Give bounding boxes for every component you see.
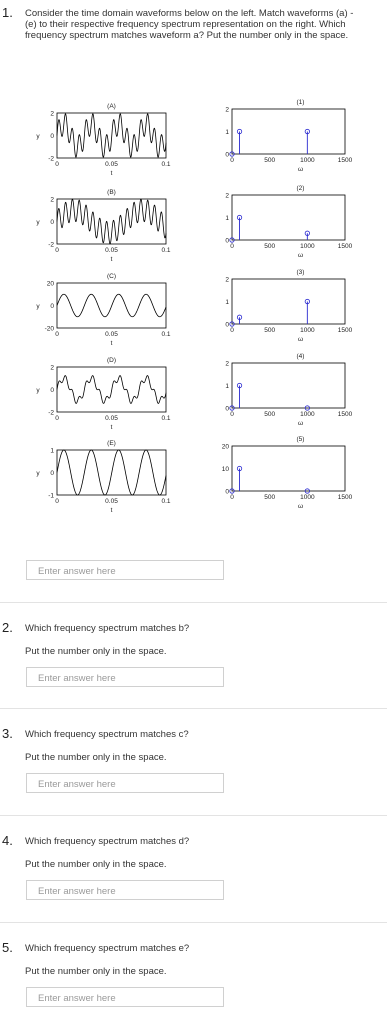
x-axis-label: ω: [297, 166, 304, 173]
x-tick-label: 0: [230, 411, 234, 418]
y-tick-label: -20: [44, 325, 54, 333]
x-tick-label: 1500: [337, 327, 353, 334]
x-tick-label: 0.1: [161, 161, 171, 168]
plot-frame: [232, 195, 345, 240]
x-tick-label: 1500: [337, 157, 353, 164]
x-tick-label: 0: [55, 247, 59, 254]
y-axis-label: y: [36, 470, 40, 477]
y-axis-label: y: [36, 133, 40, 140]
x-tick-label: 0: [55, 498, 59, 505]
question-text: Which frequency spectrum matches d?: [25, 836, 190, 847]
x-tick-label: 500: [264, 494, 276, 501]
y-tick-label: -1: [48, 492, 54, 500]
y-tick-label: 0: [50, 470, 54, 477]
question-text: Which frequency spectrum matches c?: [25, 729, 189, 740]
question-instruction: Put the number only in the space.: [25, 646, 167, 657]
answer-box[interactable]: [26, 880, 224, 900]
question-number: 1.: [2, 5, 13, 20]
plot-title: (1): [296, 99, 305, 106]
x-tick-label: 0.05: [105, 247, 118, 254]
plot-title: (2): [296, 185, 305, 192]
plot-title: (4): [296, 353, 305, 360]
answer-box[interactable]: [26, 667, 224, 687]
plot-frame: [232, 279, 345, 324]
x-tick-label: 0: [55, 331, 59, 338]
y-tick-label: 1: [225, 299, 229, 306]
y-tick-label: 0: [225, 321, 229, 329]
plot-title: (3): [296, 269, 305, 276]
answer-box[interactable]: [26, 987, 224, 1007]
y-tick-label: 2: [225, 106, 229, 114]
answer-input[interactable]: [27, 776, 223, 794]
y-tick-label: 1: [225, 383, 229, 390]
y-tick-label: 20: [221, 443, 229, 451]
x-axis-label: t: [110, 340, 113, 347]
y-tick-label: 2: [50, 364, 54, 372]
x-axis-label: ω: [297, 503, 304, 510]
time-domain-plots: [36, 103, 171, 514]
plot-title: (C): [106, 273, 117, 280]
x-tick-label: 0.1: [161, 498, 171, 505]
y-tick-label: 2: [50, 196, 54, 204]
answer-box[interactable]: [26, 773, 224, 793]
y-tick-label: 1: [225, 215, 229, 222]
x-tick-label: 0.05: [105, 498, 118, 505]
plot-title: (A): [107, 103, 116, 110]
spectrum-plot-2: [225, 185, 352, 259]
plot-title: (E): [107, 440, 116, 447]
answer-box[interactable]: [26, 560, 224, 580]
x-axis-label: t: [110, 256, 113, 263]
time-plot-5: [36, 440, 171, 514]
plot-title: (B): [107, 189, 116, 196]
y-tick-label: 1: [50, 447, 54, 455]
x-tick-label: 0: [230, 243, 234, 250]
time-plot-3: [36, 273, 171, 347]
x-tick-label: 0: [230, 494, 234, 501]
x-axis-label: ω: [297, 336, 304, 343]
y-tick-label: 0: [225, 405, 229, 413]
x-tick-label: 1000: [300, 327, 315, 334]
y-tick-label: 0: [50, 303, 54, 310]
waveform-line: [57, 294, 166, 317]
x-tick-label: 0.1: [161, 247, 171, 254]
x-tick-label: 0.1: [161, 331, 171, 338]
x-axis-label: t: [110, 170, 113, 177]
y-tick-label: 0: [225, 488, 229, 496]
x-tick-label: 0.05: [105, 161, 118, 168]
y-tick-label: 0: [50, 387, 54, 394]
question-5: [0, 923, 387, 1023]
x-tick-label: 1500: [337, 411, 353, 418]
y-tick-label: 1: [225, 129, 229, 136]
x-tick-label: 0.1: [161, 415, 171, 422]
question-text: Which frequency spectrum matches e?: [25, 943, 190, 954]
plot-frame: [232, 446, 345, 491]
y-tick-label: 0: [50, 133, 54, 140]
time-plot-4: [36, 357, 171, 431]
y-tick-label: 0: [225, 151, 229, 159]
question-2: [0, 603, 387, 707]
plot-frame: [232, 363, 345, 408]
x-tick-label: 500: [264, 327, 276, 334]
question-text: Which frequency spectrum matches b?: [25, 623, 190, 634]
y-tick-label: 20: [46, 280, 54, 288]
answer-input[interactable]: [27, 990, 223, 1008]
y-tick-label: -2: [48, 241, 54, 249]
spectrum-plot-5: [222, 436, 353, 510]
spectrum-plot-3: [225, 269, 352, 343]
x-axis-label: t: [110, 424, 113, 431]
x-tick-label: 500: [264, 411, 276, 418]
y-tick-label: 2: [50, 110, 54, 118]
y-axis-label: y: [36, 219, 40, 226]
spectrum-plot-1: [225, 99, 352, 173]
y-tick-label: 0: [225, 237, 229, 245]
x-axis-label: ω: [297, 252, 304, 259]
answer-input[interactable]: [27, 883, 223, 901]
question-number: 5.: [2, 940, 13, 955]
x-tick-label: 0: [55, 161, 59, 168]
frequency-spectrum-plots: [222, 99, 353, 510]
question-instruction: Put the number only in the space.: [25, 966, 167, 977]
plot-title: (D): [106, 357, 117, 364]
waveform-line: [57, 199, 166, 244]
y-tick-label: -2: [48, 409, 54, 417]
x-tick-label: 1000: [300, 157, 315, 164]
x-tick-label: 0: [55, 415, 59, 422]
time-plot-1: [36, 103, 171, 177]
plot-title: (5): [296, 436, 305, 443]
time-plot-2: [36, 189, 171, 263]
x-axis-label: ω: [297, 420, 304, 427]
x-tick-label: 0.05: [105, 331, 118, 338]
x-tick-label: 1000: [300, 411, 315, 418]
x-tick-label: 500: [264, 157, 276, 164]
waveform-line: [57, 450, 166, 495]
y-tick-label: -2: [48, 155, 54, 163]
question-number: 3.: [2, 726, 13, 741]
y-axis-label: y: [36, 303, 40, 310]
x-tick-label: 0: [230, 327, 234, 334]
question-number: 4.: [2, 833, 13, 848]
plot-frame: [232, 109, 345, 154]
x-axis-label: t: [110, 507, 113, 514]
x-tick-label: 0: [230, 157, 234, 164]
y-tick-label: 2: [225, 360, 229, 368]
question-instruction: Put the number only in the space.: [25, 752, 167, 763]
answer-input[interactable]: [27, 670, 223, 688]
question-3: [0, 709, 387, 813]
x-tick-label: 1500: [337, 243, 353, 250]
question-text: Consider the time domain waveforms below on the left. Match waveforms (a) - (e) to their respective frequency spectrum representation on the right. Which frequency spectrum matches waveform a? Put the number only in the space.: [25, 8, 354, 41]
y-tick-label: 0: [50, 219, 54, 226]
y-axis-label: y: [36, 387, 40, 394]
y-tick-label: 10: [221, 466, 229, 473]
question-4: [0, 816, 387, 920]
x-tick-label: 1000: [300, 243, 315, 250]
x-tick-label: 500: [264, 243, 276, 250]
answer-input[interactable]: [27, 563, 223, 581]
question-number: 2.: [2, 620, 13, 635]
y-tick-label: 2: [225, 276, 229, 284]
waveform-line: [57, 376, 166, 404]
x-tick-label: 1000: [300, 494, 315, 501]
waveform-line: [57, 114, 166, 157]
x-tick-label: 1500: [337, 494, 353, 501]
x-tick-label: 0.05: [105, 415, 118, 422]
spectrum-plot-4: [225, 353, 352, 427]
question-instruction: Put the number only in the space.: [25, 859, 167, 870]
y-tick-label: 2: [225, 192, 229, 200]
